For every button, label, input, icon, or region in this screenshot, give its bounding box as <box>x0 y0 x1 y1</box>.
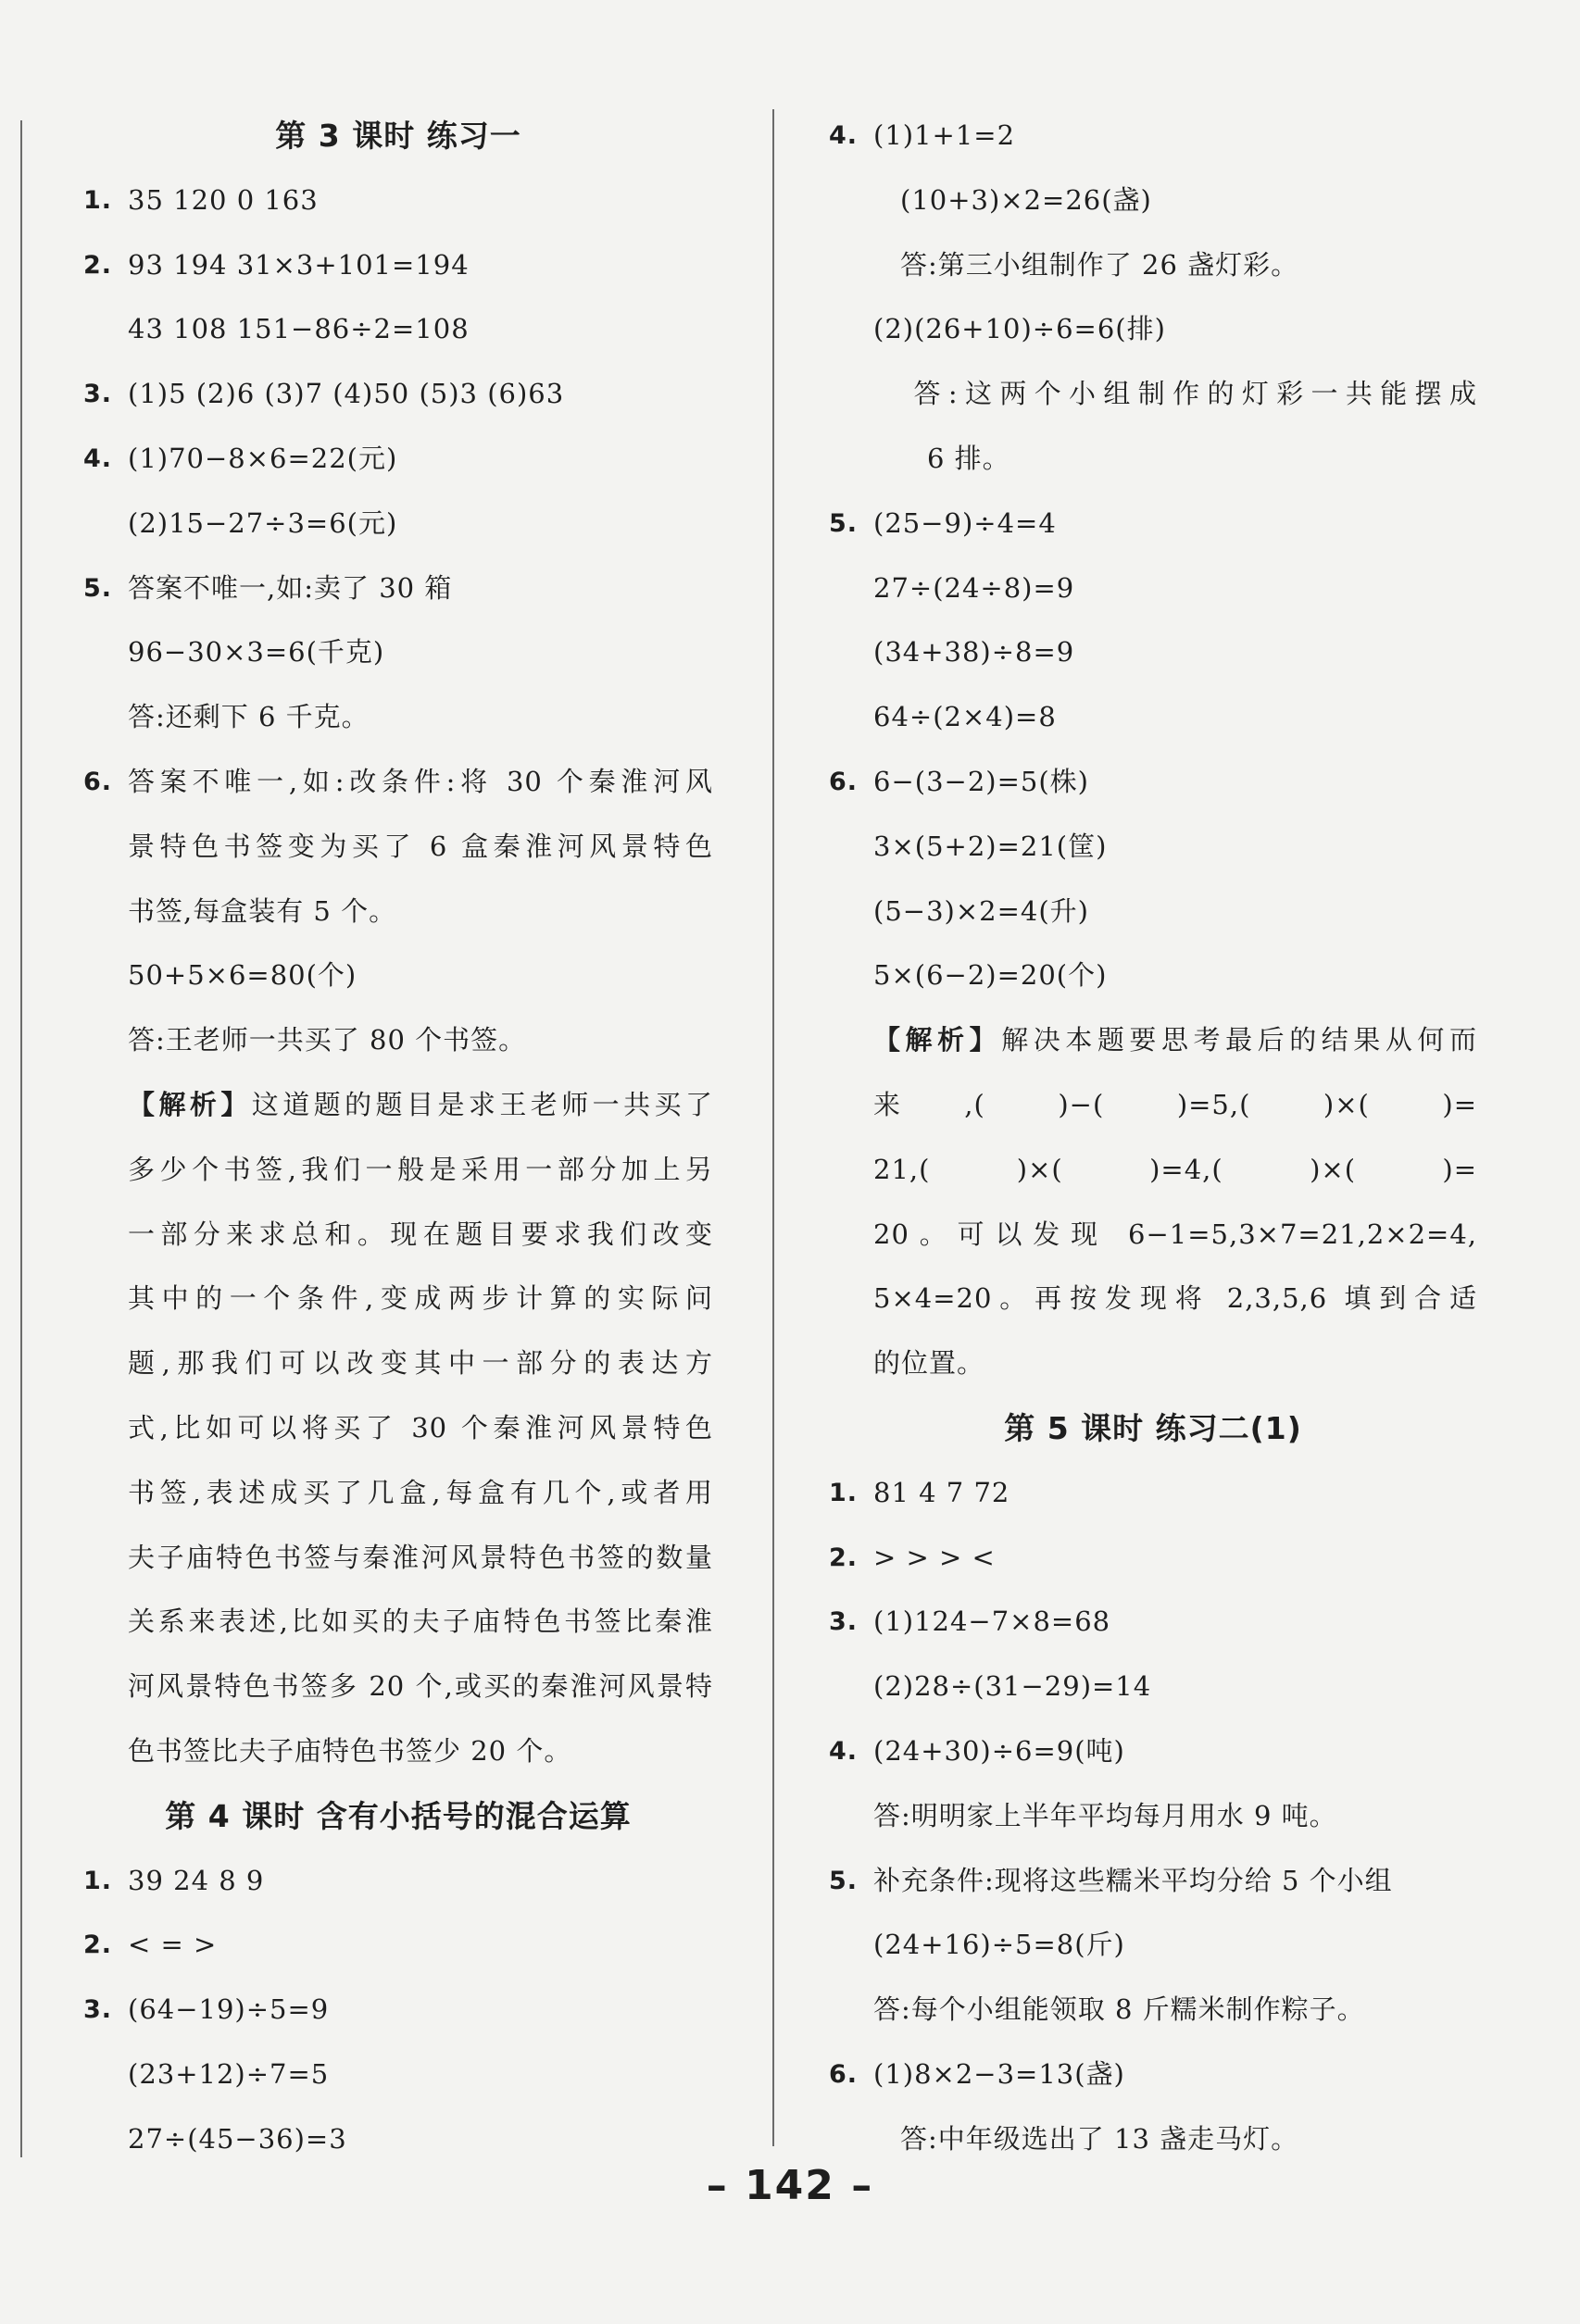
answer-text: (2)15−27÷3=6(元) <box>128 506 398 539</box>
heading-text: 第 5 课时 练习二(1) <box>1004 1409 1302 1446</box>
left-column <box>83 104 713 2172</box>
answer-text: (1)70−8×6=22(元) <box>128 442 398 474</box>
answer-line <box>83 750 713 815</box>
answer-text: 3×(5+2)=21(筐) <box>873 830 1108 862</box>
answer-line <box>83 1913 713 1978</box>
question-number: 5. <box>829 508 859 538</box>
answer-line <box>829 943 1477 1008</box>
answer-line <box>829 880 1477 944</box>
answer-text: (1)124−7×8=68 <box>873 1606 1111 1638</box>
question-number: 6. <box>829 767 859 796</box>
answer-text: 50+5×6=80(个) <box>128 959 357 992</box>
answer-line <box>83 685 713 750</box>
answer-line <box>83 1849 713 1914</box>
answer-line <box>83 1978 713 2043</box>
section-heading <box>829 1396 1477 1461</box>
answer-text: (1)1+1=2 <box>873 119 1016 151</box>
question-number: 6. <box>829 2059 859 2089</box>
question-number: 3. <box>83 380 113 409</box>
answer-line <box>829 169 1477 233</box>
answer-text: 5×(6−2)=20(个) <box>873 959 1108 992</box>
answer-line <box>83 1008 713 1073</box>
answer-line <box>829 1913 1477 1978</box>
answer-text: 来,( )−( )=5,( )×( )= <box>873 1088 1477 1120</box>
section-heading <box>83 104 713 169</box>
answer-line <box>83 815 713 880</box>
answer-text: (2)28÷(31−29)=14 <box>873 1670 1152 1703</box>
question-number: 1. <box>829 1478 859 1507</box>
answer-line <box>829 1461 1477 1526</box>
answer-line <box>83 1267 713 1331</box>
answer-text: 27÷(24÷8)=9 <box>873 571 1075 604</box>
answer-text: 答:第三小组制作了 26 盏灯彩。 <box>900 248 1299 281</box>
answer-line <box>829 620 1477 685</box>
answer-text: (10+3)×2=26(盏) <box>900 183 1152 216</box>
answer-text: (23+12)÷7=5 <box>128 2057 330 2090</box>
answer-text: (64−19)÷5=9 <box>128 1993 330 2026</box>
answer-line <box>829 1978 1477 2043</box>
question-number: 6. <box>83 767 113 796</box>
answer-text: (1)5 (2)6 (3)7 (4)50 (5)3 (6)63 <box>128 378 565 410</box>
answer-line <box>83 427 713 492</box>
answer-text: 答案不唯一,如:卖了 30 箱 <box>128 571 453 604</box>
answer-text: > > > < <box>873 1541 996 1573</box>
answer-line <box>83 1138 713 1203</box>
answer-line <box>829 1267 1477 1331</box>
answer-line <box>83 169 713 233</box>
answer-line <box>829 297 1477 362</box>
answer-text: 答:王老师一共买了 80 个书签。 <box>128 1024 527 1056</box>
answer-line <box>83 362 713 427</box>
answer-text: 43 108 151−86÷2=108 <box>128 313 470 345</box>
answer-line <box>829 750 1477 815</box>
answer-line <box>83 1203 713 1268</box>
answer-text: 6−(3−2)=5(株) <box>873 765 1089 797</box>
answer-text: 答:这两个小组制作的灯彩一共能摆成 <box>913 378 1477 410</box>
answer-text <box>128 1073 713 1138</box>
page-number: – 142 – <box>706 2162 874 2209</box>
answer-line <box>83 1396 713 1461</box>
answer-line <box>83 1590 713 1655</box>
answer-line <box>829 1590 1477 1655</box>
answer-text: 39 24 8 9 <box>128 1864 265 1896</box>
question-number: 3. <box>83 1995 113 2025</box>
question-number: 1. <box>83 1866 113 1895</box>
answer-line <box>829 1073 1477 1138</box>
answer-line <box>83 620 713 685</box>
answer-line <box>83 1655 713 1719</box>
answer-line <box>83 1526 713 1591</box>
answer-line <box>83 1461 713 1526</box>
answer-line <box>829 1719 1477 1784</box>
answer-line <box>829 2043 1477 2107</box>
answer-text: 书签,表述成买了几盒,每盒有几个,或者用 <box>128 1476 713 1508</box>
answer-line <box>829 556 1477 621</box>
answer-text: (24+30)÷6=9(吨) <box>873 1734 1125 1767</box>
answer-line <box>829 1331 1477 1396</box>
answer-line <box>829 362 1477 427</box>
answer-line <box>829 1203 1477 1268</box>
section-heading <box>83 1784 713 1849</box>
question-number: 2. <box>829 1543 859 1572</box>
answer-line <box>83 492 713 556</box>
answer-line <box>83 1719 713 1784</box>
analysis-text: 解决本题要思考最后的结果从何而 <box>1001 1024 1477 1056</box>
answer-text: 一部分来求总和。现在题目要求我们改变 <box>128 1218 713 1250</box>
answer-line <box>829 1784 1477 1849</box>
question-number: 4. <box>83 444 113 473</box>
answer-text: 其中的一个条件,变成两步计算的实际问 <box>128 1282 713 1315</box>
answer-text: 的位置。 <box>873 1347 985 1380</box>
answer-line <box>83 880 713 944</box>
answer-text: 河风景特色书签多 20 个,或买的秦淮河风景特 <box>128 1670 713 1703</box>
answer-text: 21,( )×( )=4,( )×( )= <box>873 1153 1477 1185</box>
answer-line <box>83 2043 713 2107</box>
column-divider <box>772 109 774 2146</box>
answer-line <box>829 1849 1477 1914</box>
answer-line <box>83 233 713 298</box>
answer-line <box>829 1008 1477 1073</box>
question-number: 2. <box>83 1930 113 1960</box>
answer-text: 答:中年级选出了 13 盏走马灯。 <box>900 2122 1299 2155</box>
answer-text: 81 4 7 72 <box>873 1476 1010 1508</box>
left-margin-rule <box>20 120 22 2157</box>
answer-text: 答:明明家上半年平均每月用水 9 吨。 <box>873 1799 1337 1831</box>
answer-line <box>829 427 1477 492</box>
analysis-tag: 【解析】 <box>873 1024 1002 1056</box>
answer-text: 96−30×3=6(千克) <box>128 636 385 668</box>
answer-text: 式,比如可以将买了 30 个秦淮河风景特色 <box>128 1411 713 1443</box>
answer-text: 补充条件:现将这些糯米平均分给 5 个小组 <box>873 1864 1393 1896</box>
answer-text: 关系来表述,比如买的夫子庙特色书签比秦淮 <box>128 1606 713 1638</box>
answer-text: (2)(26+10)÷6=6(排) <box>873 313 1166 345</box>
answer-line <box>83 1073 713 1138</box>
question-number: 5. <box>829 1866 859 1895</box>
answer-line <box>829 685 1477 750</box>
answer-text: 答:还剩下 6 千克。 <box>128 701 370 733</box>
answer-line <box>829 815 1477 880</box>
answer-line <box>83 1331 713 1396</box>
answer-text: < = > <box>128 1929 218 1961</box>
answer-text: 35 120 0 163 <box>128 183 319 216</box>
answer-line <box>829 104 1477 169</box>
answer-text: 夫子庙特色书签与秦淮河风景特色书签的数量 <box>128 1541 713 1573</box>
answer-text: 5×4=20。再按发现将 2,3,5,6 填到合适 <box>873 1282 1477 1315</box>
answer-text: (34+38)÷8=9 <box>873 636 1075 668</box>
answer-line <box>83 297 713 362</box>
answer-text: 27÷(45−36)=3 <box>128 2122 347 2155</box>
question-number: 4. <box>829 121 859 150</box>
question-number: 5. <box>83 573 113 603</box>
answer-text: 93 194 31×3+101=194 <box>128 248 470 281</box>
answer-text: 答案不唯一,如:改条件:将 30 个秦淮河风 <box>128 765 713 797</box>
answer-text: 答:每个小组能领取 8 斤糯米制作粽子。 <box>873 1993 1365 2026</box>
answer-text: 20。可以发现 6−1=5,3×7=21,2×2=4, <box>873 1218 1477 1250</box>
answer-line <box>829 492 1477 556</box>
answer-line <box>829 1526 1477 1591</box>
analysis-text: 这道题的题目是求王老师一共买了 <box>251 1088 713 1120</box>
heading-text: 第 3 课时 练习一 <box>275 118 521 154</box>
heading-text: 第 4 课时 含有小括号的混合运算 <box>165 1797 632 1834</box>
question-number: 2. <box>83 250 113 280</box>
right-column <box>829 104 1477 2172</box>
answer-line <box>829 233 1477 298</box>
answer-text: 题,那我们可以改变其中一部分的表达方 <box>128 1347 713 1380</box>
answer-text <box>873 1008 1477 1073</box>
answer-text: 书签,每盒装有 5 个。 <box>128 894 397 927</box>
answer-text: 色书签比夫子庙特色书签少 20 个。 <box>128 1734 572 1767</box>
answer-line <box>829 1138 1477 1203</box>
answer-line <box>829 1655 1477 1719</box>
answer-text: 景特色书签变为买了 6 盒秦淮河风景特色 <box>128 830 713 862</box>
answer-text: (5−3)×2=4(升) <box>873 894 1089 927</box>
answer-line <box>83 556 713 621</box>
answer-text: (25−9)÷4=4 <box>873 506 1057 539</box>
question-number: 1. <box>83 185 113 215</box>
answer-text: (24+16)÷5=8(斤) <box>873 1929 1125 1961</box>
question-number: 4. <box>829 1736 859 1766</box>
answer-text: (1)8×2−3=13(盏) <box>873 2057 1125 2090</box>
answer-text: 多少个书签,我们一般是采用一部分加上另 <box>128 1153 713 1185</box>
answer-text: 64÷(2×4)=8 <box>873 701 1057 733</box>
answer-line <box>83 943 713 1008</box>
question-number: 3. <box>829 1607 859 1637</box>
answer-text: 6 排。 <box>927 442 1010 474</box>
analysis-tag: 【解析】 <box>128 1088 252 1120</box>
